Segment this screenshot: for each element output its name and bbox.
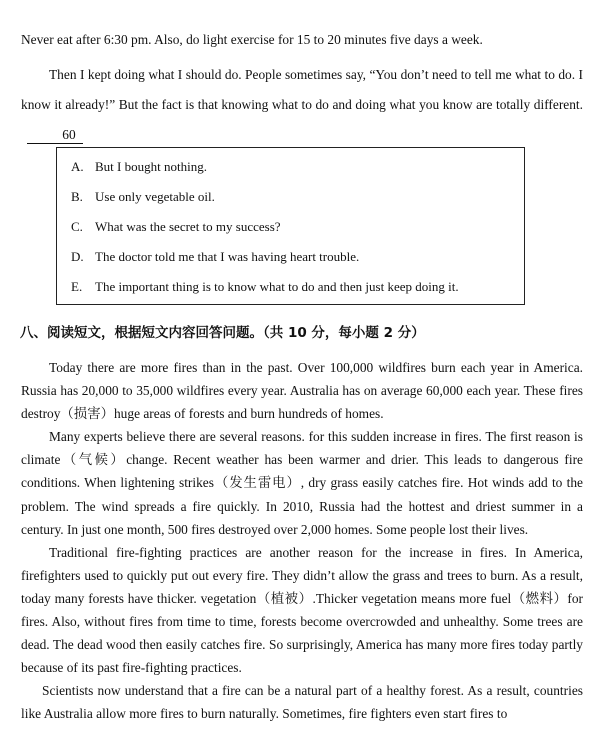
passage-paragraph-1: Today there are more fires than in the past. Over 100,000 wildfires burn each year in America. Russia has 20,000 to 35,000 wildfires every year. Australia has on average 60,000 each year. These fires destroy（损害）huge areas of forests and burn hundreds of homes. bbox=[21, 360, 583, 422]
option-letter: C. bbox=[71, 219, 83, 234]
option-text: But I bought nothing. bbox=[95, 159, 207, 174]
intro-line-1: Never eat after 6:30 pm. Also, do light exercise for 15 to 20 minutes five days a week. bbox=[21, 32, 483, 47]
option-text: Use only vegetable oil. bbox=[95, 189, 215, 204]
option-letter: B. bbox=[71, 189, 83, 204]
passage-paragraph-4: Scientists now understand that a fire can be a natural part of a healthy forest. As a result, countries like Australia allow more fires to burn naturally. Sometimes, fire fighters even start fires to bbox=[21, 683, 583, 722]
option-a bbox=[71, 157, 524, 187]
passage-paragraph-2: Many experts believe there are several reasons. for this sudden increase in fires. The first reason is climate（气候）change. Recent weather has been warmer and drier. This leads to dangerous fire conditions. When lightening strikes（发生雷电）, dry grass easily catches fire. Hot winds add to the problem. The wind spreads a fire quickly. In 2010, Russia had the hottest and driest summer in a century. In just one month, 500 fires destroyed over 2,000 homes. Some people lost their lives. bbox=[21, 429, 583, 537]
intro-paragraph-2 bbox=[21, 60, 583, 150]
section-heading: 八、阅读短文，根据短文内容回答问题。（共 10 分，每小题 2 分） bbox=[20, 325, 425, 341]
option-text: The important thing is to know what to do and then just keep doing it. bbox=[95, 279, 459, 294]
option-text: What was the secret to my success? bbox=[95, 219, 281, 234]
option-d bbox=[71, 247, 524, 277]
option-text: The doctor told me that I was having heart trouble. bbox=[95, 249, 360, 264]
passage-paragraph-3: Traditional fire-fighting practices are another reason for the increase in fires. In America, firefighters used to quickly put out every fire. They didn’t allow the grass and trees to burn. As a result, today many forests have thicker. vegetation（植被）.Thicker vegetation means more fuel（燃料）for fires. Also, without fires from time to time, forests become overcrowded and unhealthy. Some trees are dead. The dead wood then easily catches fire. So surprisingly, America has many more fires today partly because of its past fire-fighting practices. bbox=[21, 544, 583, 676]
answer-blank-60: 60 bbox=[27, 126, 83, 144]
options-box bbox=[56, 147, 525, 305]
option-letter: D. bbox=[71, 249, 84, 264]
intro-paragraph-2-text: Then I kept doing what I should do. People sometimes say, “You don’t need to tell me what to do. I know it already!” But the fact is that knowing what to do and doing what you know are totally different. bbox=[21, 67, 583, 112]
option-c bbox=[71, 217, 524, 247]
option-b bbox=[71, 187, 524, 217]
option-letter: E. bbox=[71, 279, 83, 294]
option-e bbox=[71, 277, 524, 307]
reading-passage bbox=[21, 356, 583, 726]
option-letter: A. bbox=[71, 159, 84, 174]
